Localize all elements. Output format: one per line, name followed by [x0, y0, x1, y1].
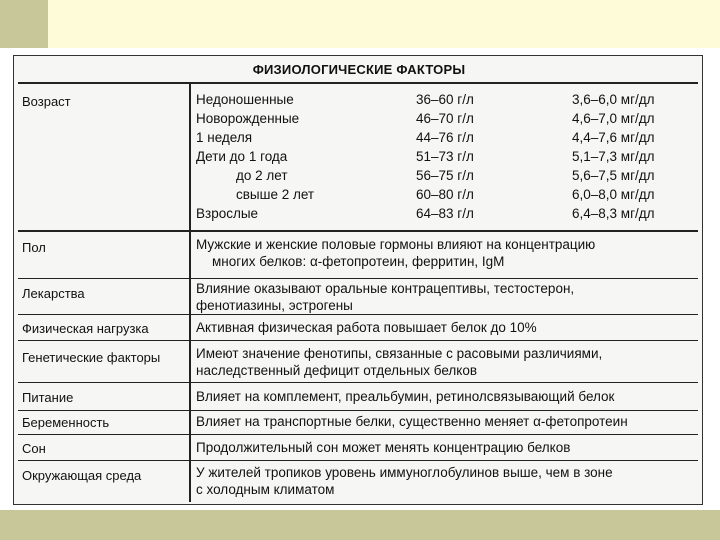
age-row — [196, 187, 696, 206]
description-line: многих белков: α-фетопротеин, ферритин, IgM — [212, 254, 505, 269]
description-line: Продолжительный сон может менять концентрацию белков — [196, 440, 571, 455]
slide-corner-square — [0, 0, 48, 48]
age-row — [196, 130, 696, 149]
factor-label-sleep: Сон — [22, 441, 46, 456]
rule — [18, 340, 698, 341]
range-g-per-l: 44–76 г/л — [416, 130, 474, 145]
rule-header — [18, 82, 698, 84]
range-mg-per-dl: 6,0–8,0 мг/дл — [572, 187, 655, 202]
range-g-per-l: 64–83 г/л — [416, 206, 474, 221]
range-mg-per-dl: 4,4–7,6 мг/дл — [572, 130, 655, 145]
rule — [18, 314, 698, 315]
range-mg-per-dl: 4,6–7,0 мг/дл — [572, 111, 655, 126]
age-row — [196, 168, 696, 187]
factor-label-exercise: Физическая нагрузка — [22, 321, 149, 336]
column-divider — [189, 82, 191, 502]
factor-description — [196, 388, 614, 405]
table-title: ФИЗИОЛОГИЧЕСКИЕ ФАКТОРЫ — [252, 62, 466, 77]
factor-description — [196, 319, 537, 336]
rule — [18, 434, 698, 435]
range-g-per-l: 51–73 г/л — [416, 149, 474, 164]
factor-description — [196, 464, 613, 498]
age-group: до 2 лет — [236, 168, 288, 183]
range-mg-per-dl: 6,4–8,3 мг/дл — [572, 206, 655, 221]
description-line: У жителей тропиков уровень иммуноглобулинов выше, чем в зоне — [196, 465, 613, 480]
description-line: Влияет на комплемент, преальбумин, ретинолсвязывающий белок — [196, 389, 615, 404]
factor-description — [196, 280, 574, 314]
range-g-per-l: 46–70 г/л — [416, 111, 474, 126]
description-line: Мужские и женские половые гормоны влияют на концентрацию — [196, 237, 596, 252]
factor-description — [196, 439, 570, 456]
range-g-per-l: 56–75 г/л — [416, 168, 474, 183]
age-group: 1 неделя — [196, 130, 253, 145]
description-line: Имеют значение фенотипы, связанные с расовыми различиями, — [196, 346, 603, 361]
range-g-per-l: 60–80 г/л — [416, 187, 474, 202]
rule — [18, 460, 698, 461]
factor-label-environment: Окружающая среда — [22, 468, 142, 483]
rule — [18, 230, 698, 232]
range-g-per-l: 36–60 г/л — [416, 92, 474, 107]
age-row — [196, 92, 696, 111]
age-group: Новорожденные — [196, 111, 300, 126]
range-mg-per-dl: 5,6–7,5 мг/дл — [572, 168, 655, 183]
rule — [18, 410, 698, 411]
factor-label-genetics: Генетические факторы — [22, 350, 161, 365]
description-line: фенотиазины, эстрогены — [196, 298, 353, 313]
age-group: Недоношенные — [196, 92, 294, 107]
description-line: с холодным климатом — [196, 482, 335, 497]
range-mg-per-dl: 3,6–6,0 мг/дл — [572, 92, 655, 107]
description-line: Влияние оказывают оральные контрацептивы, тестостерон, — [196, 281, 575, 296]
factor-description — [196, 345, 602, 379]
description-line: наследственный дефицит отдельных белков — [196, 363, 477, 378]
range-mg-per-dl: 5,1–7,3 мг/дл — [572, 149, 655, 164]
factor-description — [196, 413, 628, 430]
age-group: Дети до 1 года — [196, 149, 288, 164]
age-row — [196, 206, 696, 225]
factor-label-drugs: Лекарства — [22, 286, 85, 301]
age-row — [196, 149, 696, 168]
rule — [18, 382, 698, 383]
factor-description — [196, 236, 595, 270]
age-group: свыше 2 лет — [236, 187, 315, 202]
description-line: Влияет на транспортные белки, существенно меняет α-фетопротеин — [196, 414, 628, 429]
age-group: Взрослые — [196, 206, 259, 221]
scanned-table — [13, 55, 703, 505]
slide-bottom-bar — [0, 510, 720, 540]
factor-label-nutrition: Питание — [22, 390, 74, 405]
slide-top-bar — [0, 0, 720, 48]
factor-label-pregnancy: Беременность — [22, 415, 110, 430]
factor-label-sex: Пол — [22, 240, 46, 255]
factor-label-age: Возраст — [22, 94, 71, 109]
age-row — [196, 111, 696, 130]
rule — [18, 278, 698, 279]
description-line: Активная физическая работа повышает белок до 10% — [196, 320, 537, 335]
